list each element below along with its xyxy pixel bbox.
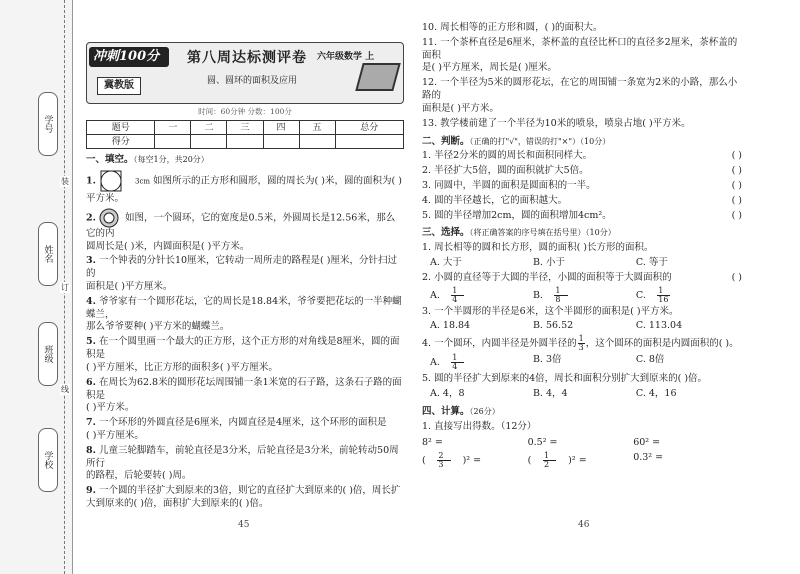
answer-bracket[interactable]: ( ) xyxy=(731,150,742,162)
answer-bracket[interactable]: ( ) xyxy=(731,271,742,283)
score-cell: 三 xyxy=(227,121,263,135)
score-table xyxy=(86,120,404,149)
score-input[interactable] xyxy=(191,135,227,149)
page-number: 46 xyxy=(578,520,590,530)
judge-item: 4. 圆的半径越长，它的面积越大。 ( ) xyxy=(422,194,742,206)
judge-item: 1. 半径2分米的圆的周长和面积同样大。 ( ) xyxy=(422,150,742,162)
choice-question-5: 5. 圆的半径扩大到原来的4倍，周长和面积分别扩大到原来的( )倍。 xyxy=(422,373,708,385)
score-cell: 得分 xyxy=(87,135,155,149)
student-number-field[interactable]: 学号 xyxy=(38,92,58,156)
score-input[interactable] xyxy=(263,135,299,149)
judge-item: 5. 圆的半径增加2cm，圆的面积增加4cm²。 ( ) xyxy=(422,209,742,221)
calc-item: 0.5² = xyxy=(527,436,558,448)
option-a[interactable]: A. $\frac{1}{4}$ xyxy=(430,354,533,371)
answer-bracket[interactable]: ( ) xyxy=(731,165,742,177)
class-field[interactable]: 班级 xyxy=(38,322,58,386)
subtitle: 圆、圆环的面积及应用 xyxy=(207,76,298,86)
option-a[interactable]: A. 大于 xyxy=(430,257,462,268)
question-13: 13. 教学楼前建了一个半径为10米的喷泉，喷泉占地( )平方米。 xyxy=(422,117,691,129)
calc-item: ( $\frac{2}{3}$ )² = xyxy=(422,451,482,470)
edition-badge: 冀教版 xyxy=(97,77,141,95)
choice-options xyxy=(430,354,742,371)
binding-margin xyxy=(0,0,73,574)
right-page xyxy=(422,20,742,469)
answer-bracket[interactable]: ( ) xyxy=(731,209,742,221)
question-5: 5. 在一个圆里画一个最大的正方形，这个正方形的对角线是8厘米，圆的面积是 ( )平方厘米，比正方形的面积多( )平方厘米。 xyxy=(86,336,400,373)
figure-label: 3cm xyxy=(134,177,150,186)
name-field[interactable]: 姓名 xyxy=(38,222,58,286)
calc-item: 0.3² = xyxy=(633,452,664,464)
option-b[interactable]: B. 小于 xyxy=(532,257,565,268)
choice-question-4: 4. 一个圆环，内圆半径是外圆半径的 $\frac{1}{3}$ ，这个圆环的面积是内圆面积的( )。 xyxy=(422,334,739,353)
exam-header xyxy=(86,42,404,104)
ring-figure xyxy=(99,208,119,228)
answer-bracket[interactable]: ( ) xyxy=(731,194,742,206)
question-12: 12. 一个半径为5米的圆形花坛，在它的周围铺一条宽为2米的小路，那么小路的 面积是( )平方米。 xyxy=(422,77,738,114)
option-c[interactable]: C. 113.04 xyxy=(635,320,683,332)
option-c[interactable]: C. 等于 xyxy=(635,257,668,268)
score-cell: 总分 xyxy=(335,121,403,135)
calc-row xyxy=(422,437,742,450)
square-circle-figure xyxy=(99,169,129,193)
score-input[interactable] xyxy=(227,135,263,149)
judge-item: 3. 同圆中，半圆的面积是圆面积的一半。 ( ) xyxy=(422,179,742,191)
score-cell: 五 xyxy=(299,121,335,135)
score-cell: 题号 xyxy=(87,121,155,135)
calc-subtitle: 1. 直接写出得数。（12分） xyxy=(422,420,537,432)
wire-label: 订 xyxy=(61,283,69,292)
question-10: 10. 周长相等的正方形和圆，( )的面积大。 xyxy=(422,22,603,33)
wire-label: 装 xyxy=(61,177,69,186)
tablet-icon xyxy=(355,63,401,91)
calc-item: 60² = xyxy=(633,436,661,448)
option-b[interactable]: B. $\frac{1}{8}$ xyxy=(533,287,636,304)
option-a[interactable]: A. 18.84 xyxy=(430,320,471,332)
option-c[interactable]: C. $\frac{1}{16}$ xyxy=(636,287,739,304)
question-3: 3. 一个钟表的分针长10厘米，它转动一周所走的路程是( )厘米，分针扫过的 面积是( )平方厘米。 xyxy=(86,255,397,292)
section-title: 三、选择。（将正确答案的序号填在括号里）（10分） xyxy=(422,227,616,239)
wire-label: 线 xyxy=(61,385,69,394)
page-number: 45 xyxy=(238,520,250,530)
option-b[interactable]: B. 56.52 xyxy=(532,320,574,332)
question-2: 2. 如图，一个圆环，它的宽度是0.5米，外圆周长是12.56米，那么它的内 圆周长是( )米，内圆面积是( )平方米。 xyxy=(86,208,404,254)
option-a[interactable]: A. $\frac{1}{4}$ xyxy=(430,287,533,304)
option-b[interactable]: B. 3倍 xyxy=(532,354,562,366)
section-title: 二、判断。（正确的打"√"，错误的打"×"）（10分） xyxy=(422,135,611,147)
score-cell: 一 xyxy=(155,121,191,135)
question-7: 7. 一个环形的外圆直径是6厘米，内圆直径是4厘米，这个环形的面积是 ( )平方厘米。 xyxy=(86,417,387,441)
question-11: 11. 一个茶杯直径是6厘米，茶杯盖的直径比杯口的直径多2厘米，茶杯盖的面积 是( )平方厘米，周长是( )厘米。 xyxy=(422,36,738,74)
logo: 冲刺100分 xyxy=(89,47,169,67)
score-input[interactable] xyxy=(299,135,335,149)
section-title: 四、计算。（26分） xyxy=(422,405,500,417)
choice-question-2: 2. 小圆的直径等于大圆的半径，小圆的面积等于大圆面积的 ( ) xyxy=(422,271,742,283)
score-input[interactable] xyxy=(335,135,403,149)
choice-options xyxy=(430,287,742,304)
option-b[interactable]: B. 4，4 xyxy=(532,388,568,400)
choice-question-1: 1. 周长相等的圆和长方形，圆的面积( )长方形的面积。 xyxy=(422,242,654,254)
question-1: 1. 3cm 如图所示的正方形和圆形，圆的周长为( )米，圆的面积为( ) 平方米。 xyxy=(86,169,404,206)
answer-bracket[interactable]: ( ) xyxy=(731,179,742,191)
option-a[interactable]: A. 4，8 xyxy=(430,388,465,400)
question-6: 6. 在周长为62.8米的圆形花坛周围铺一条1米宽的石子路，这条石子路的面积是 ( )平方米。 xyxy=(86,376,402,414)
score-cell: 二 xyxy=(191,121,227,135)
calc-row xyxy=(422,452,742,469)
judge-item: 2. 半径扩大5倍，圆的面积就扩大5倍。 ( ) xyxy=(422,165,742,177)
choice-options xyxy=(430,257,742,270)
score-input[interactable] xyxy=(155,135,191,149)
score-cell: 四 xyxy=(263,121,299,135)
left-page xyxy=(86,42,404,513)
section-title: 一、填空。（每空1分，共20分） xyxy=(86,154,209,166)
time-score-line: 时间：60分钟 分数：100分 xyxy=(198,107,292,116)
choice-options xyxy=(430,388,742,401)
choice-question-3: 3. 一个半圆形的半径是6米，这个半圆形的面积是( )平方米。 xyxy=(422,305,679,317)
school-field[interactable]: 学校 xyxy=(38,428,58,492)
grade-label: 六年级数学 上 xyxy=(317,52,375,62)
question-4: 4. 爷爷家有一个圆形花坛，它的周长是18.84米，爷爷要把花坛的一半种蝴蝶兰， 那么爷爷要种( )平方米的蝴蝶兰。 xyxy=(86,295,402,333)
question-9: 9. 一个圆的半径扩大到原来的3倍，则它的直径扩大到原来的( )倍，周长扩 大到原来的( )倍，面积扩大到原来的( )倍。 xyxy=(86,485,401,509)
calc-item: ( $\frac{1}{2}$ )² = xyxy=(527,451,587,470)
option-c[interactable]: C. 4，16 xyxy=(635,388,677,400)
page-title: 第八周达标测评卷 xyxy=(187,50,307,66)
option-c[interactable]: C. 8倍 xyxy=(635,354,665,366)
question-8: 8. 儿童三轮脚踏车，前轮直径是3分米，后轮直径是3分米，前轮转动50周所行 的路程，后轮要转( )周。 xyxy=(86,444,399,482)
choice-options xyxy=(430,320,742,333)
calc-item: 8² = xyxy=(422,436,443,448)
